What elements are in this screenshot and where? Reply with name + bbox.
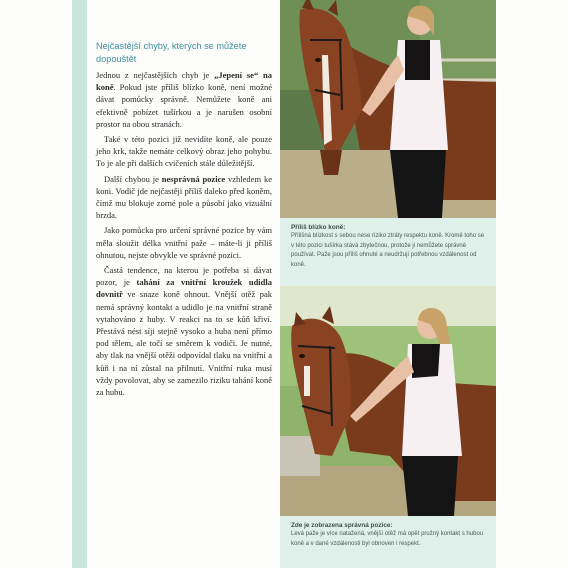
- text-column: [96, 40, 272, 401]
- bottom-photo-caption: [280, 516, 496, 568]
- paragraph-1: [96, 69, 272, 130]
- horse-correct-position-photo: [280, 286, 496, 516]
- section-heading: [96, 40, 272, 66]
- paragraph-3: [96, 173, 272, 222]
- heading-line-2: dopouštět: [96, 54, 137, 64]
- bottom-photo: [280, 286, 496, 516]
- p5-text-a: Častá tendence, na kterou je potřeba si dávat pozor, je: [96, 265, 272, 288]
- p3-text-c: vzhledem ke koni. Vodič jde nejčastěji příliš daleko před koněm, čímž mu blokuje zorné pole a působí jako vizuální brzda.: [96, 173, 272, 221]
- p5-text-c: ve snaze koně ohnout. Vnější otěž pak nemá správný kontakt a udidlo je na vnitřní straně vytahováno z huby. V reakci na to se kůň křiví. Přestává nést síji stejně vysoko a huba není přímo pod tělem, ale točí se směrem k vodiči. Je nutné, aby tlak na vnější otěži odpovídal tlaku na vnitřní a kůň i na ní zůstal na přilnutí. Vnitřní ruka musí vždy povolovat, aby se zamezilo riziku tahání koně za hubu.: [96, 289, 272, 398]
- paragraph-2: Také v této pozici již nevidíte koně, ale pouze jeho krk, takže nemáte celkový obraz jeho pohybu. To je ale při dalších cvičeních stále důležitější.: [96, 134, 272, 169]
- p1-bold: „Jepení se“ na koně: [96, 70, 273, 93]
- p1-text-c: . Pokud jste příliš blízko koně, není možné dávat pomůcky správně. Nemůžete koně ani efektivně pobízet tušírkou a je narušen osobní prostor na obou stranách.: [96, 82, 272, 129]
- paragraph-5: [96, 264, 272, 398]
- p5-bold: tahání za vnitřní kroužek udidla dovnitř: [96, 277, 272, 300]
- top-photo: [280, 0, 496, 218]
- top-caption-title: Příliš blízko koně:: [291, 224, 346, 231]
- heading-line-1: Nejčastější chyby, kterých se můžete: [96, 41, 247, 51]
- bottom-caption-title: Zde je zobrazena správná pozice:: [291, 522, 393, 529]
- accent-band: [72, 0, 87, 568]
- p3-text-a: Další chybou je: [104, 173, 162, 184]
- horse-too-close-photo: [280, 0, 496, 218]
- p1-text-a: Jednou z nejčastějších chyb je: [96, 70, 215, 80]
- bottom-caption-body: Levá paže je více natažená, vnější otěž má opět pružný kontakt s hubou koně a v dané vzdálenosti byl obnoven i respekt.: [291, 531, 484, 547]
- p3-bold: nesprávná pozice: [161, 173, 226, 184]
- top-caption-body: Přílišná blízkost s sebou nese riziko ztráty respektu koně. Kromě toho se v této pozici tušírka stává zbytečnou, protože ji nemůžete správně používat. Paže jsou příliš ohnuté a neudržují potřebnou vzdálenost od koně.: [291, 233, 485, 268]
- top-photo-caption: [280, 218, 496, 286]
- paragraph-4: Jako pomůcka pro určení správné pozice by vám měla sloužit délka vnitřní paže – máte-li ji příliš ohnutou, nejste obvykle ve správné pozici.: [96, 225, 272, 260]
